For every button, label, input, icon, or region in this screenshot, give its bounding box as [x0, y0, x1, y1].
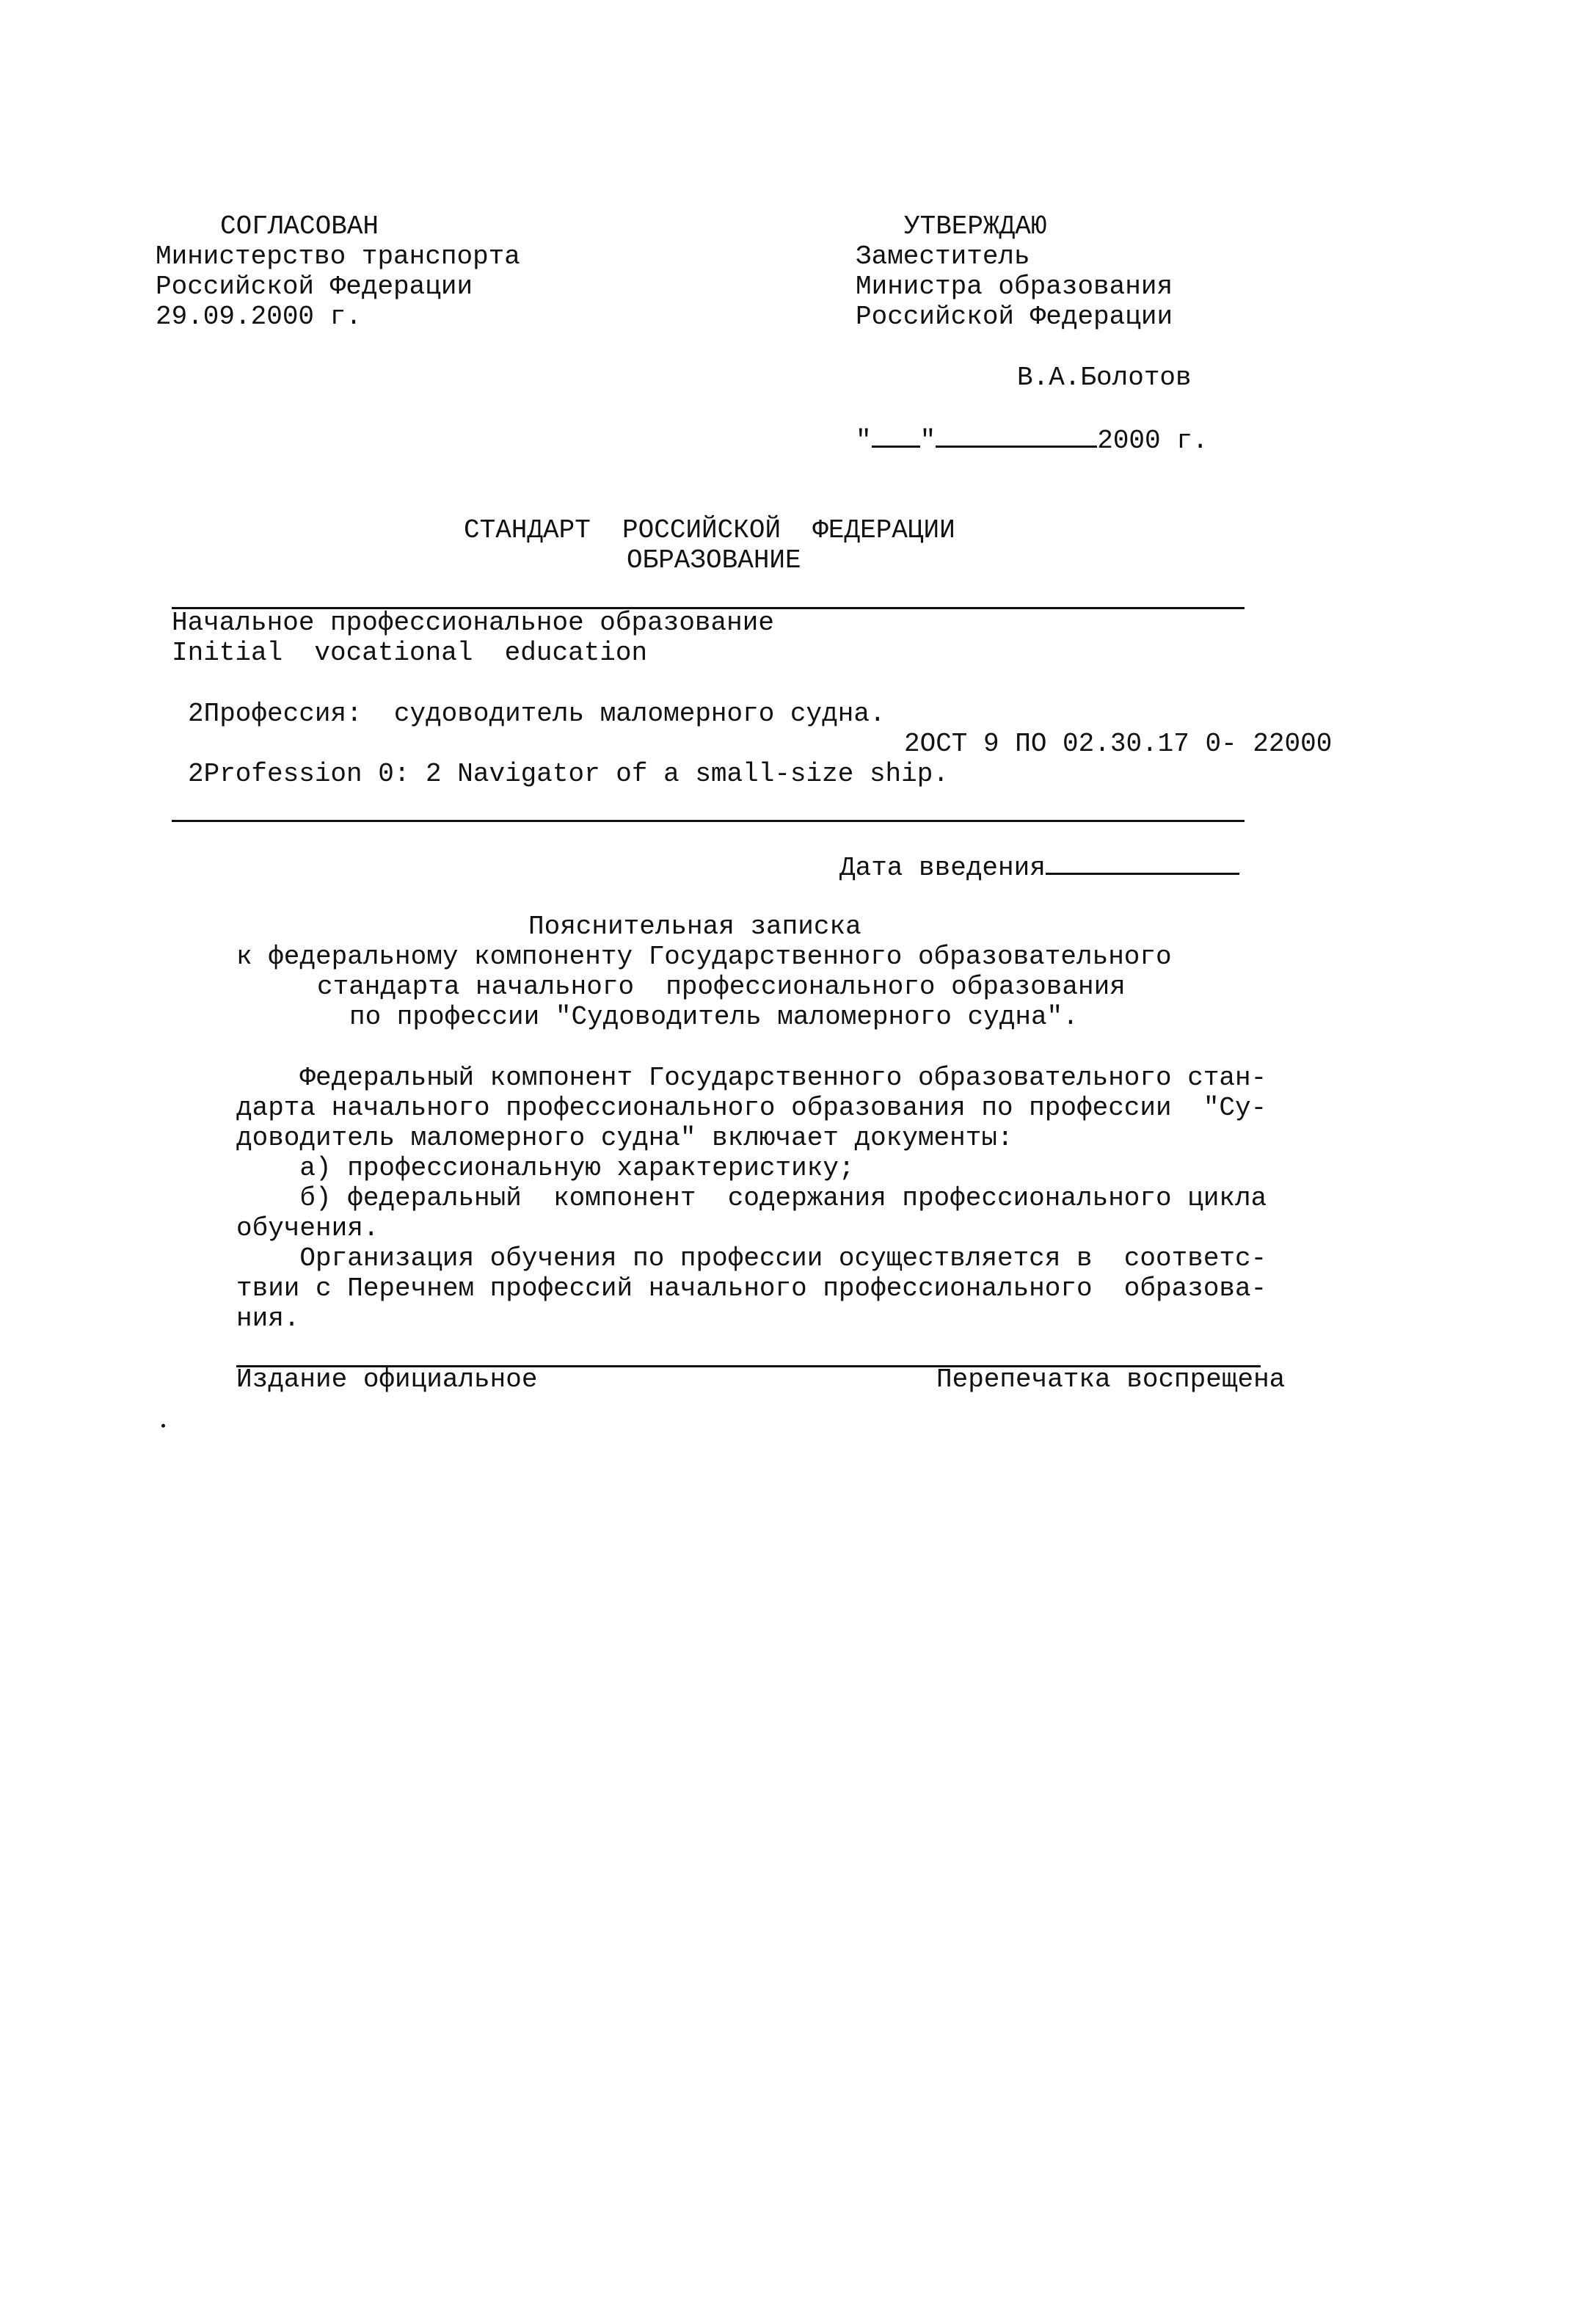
body-line: ния.	[236, 1304, 300, 1334]
approval-signatory: В.А.Болотов	[1017, 363, 1192, 393]
approval-left-heading: СОГЛАСОВАН	[220, 211, 379, 241]
day-blank	[872, 423, 920, 448]
profession-en: 2Profession 0: 2 Navigator of a small-size ship.	[188, 759, 949, 789]
body-line: доводитель маломерного судна" включает документы:	[236, 1123, 1013, 1153]
body-line: дарта начального профессионального образования по профессии "Су-	[236, 1093, 1267, 1123]
body-line: б) федеральный компонент содержания профессионального цикла	[236, 1183, 1267, 1213]
month-blank	[936, 423, 1097, 448]
intro-date-blank	[1046, 851, 1239, 875]
body-line: Федеральный компонент Государственного образовательного стан-	[236, 1063, 1267, 1093]
education-en: Initial vocational education	[172, 638, 648, 668]
date-year: 2000 г.	[1097, 426, 1209, 456]
date-quote-close: "	[919, 426, 936, 456]
education-ru: Начальное профессиональное образование	[172, 608, 774, 638]
date-quote-open: "	[856, 426, 872, 456]
approval-left-line: Российской Федерации	[156, 272, 473, 302]
standard-subtitle: ОБРАЗОВАНИЕ	[627, 545, 801, 575]
footer-reprint-prohibited: Перепечатка воспрещена	[936, 1364, 1286, 1395]
profession-ru: 2Профессия: судоводитель маломерного судна.	[188, 699, 886, 729]
note-heading-line: стандарта начального профессионального образования	[317, 972, 1126, 1002]
approval-right-heading: УТВЕРЖДАЮ	[904, 211, 1047, 241]
stray-dot	[161, 1424, 165, 1428]
intro-date-label: Дата введения	[839, 853, 1046, 883]
note-heading-title: Пояснительная записка	[528, 912, 861, 942]
ost-code: 2ОСТ 9 ПО 02.30.17 0- 22000	[904, 729, 1333, 759]
intro-date	[839, 851, 1239, 883]
standard-title: СТАНДАРТ РОССИЙСКОЙ ФЕДЕРАЦИИ	[464, 515, 955, 545]
approval-left-date: 29.09.2000 г.	[156, 302, 362, 332]
body-line: Организация обучения по профессии осуществляется в соответс-	[236, 1243, 1267, 1273]
approval-date-line	[856, 423, 1208, 456]
approval-right-line: Заместитель	[856, 241, 1030, 272]
body-line: а) профессиональную характеристику;	[236, 1153, 855, 1183]
approval-right-line: Российской Федерации	[856, 302, 1173, 332]
footer-official-edition: Издание официальное	[236, 1364, 538, 1395]
note-heading-line: к федеральному компоненту Государственного образовательного	[236, 942, 1172, 972]
education-block-bottom-rule	[172, 820, 1245, 822]
body-line: обучения.	[236, 1213, 379, 1243]
note-heading-line: по профессии "Судоводитель маломерного судна".	[349, 1002, 1079, 1032]
approval-left-line: Министерство транспорта	[156, 241, 520, 272]
approval-right-line: Министра образования	[856, 272, 1173, 302]
body-line: твии с Перечнем профессий начального профессионального образова-	[236, 1273, 1267, 1304]
